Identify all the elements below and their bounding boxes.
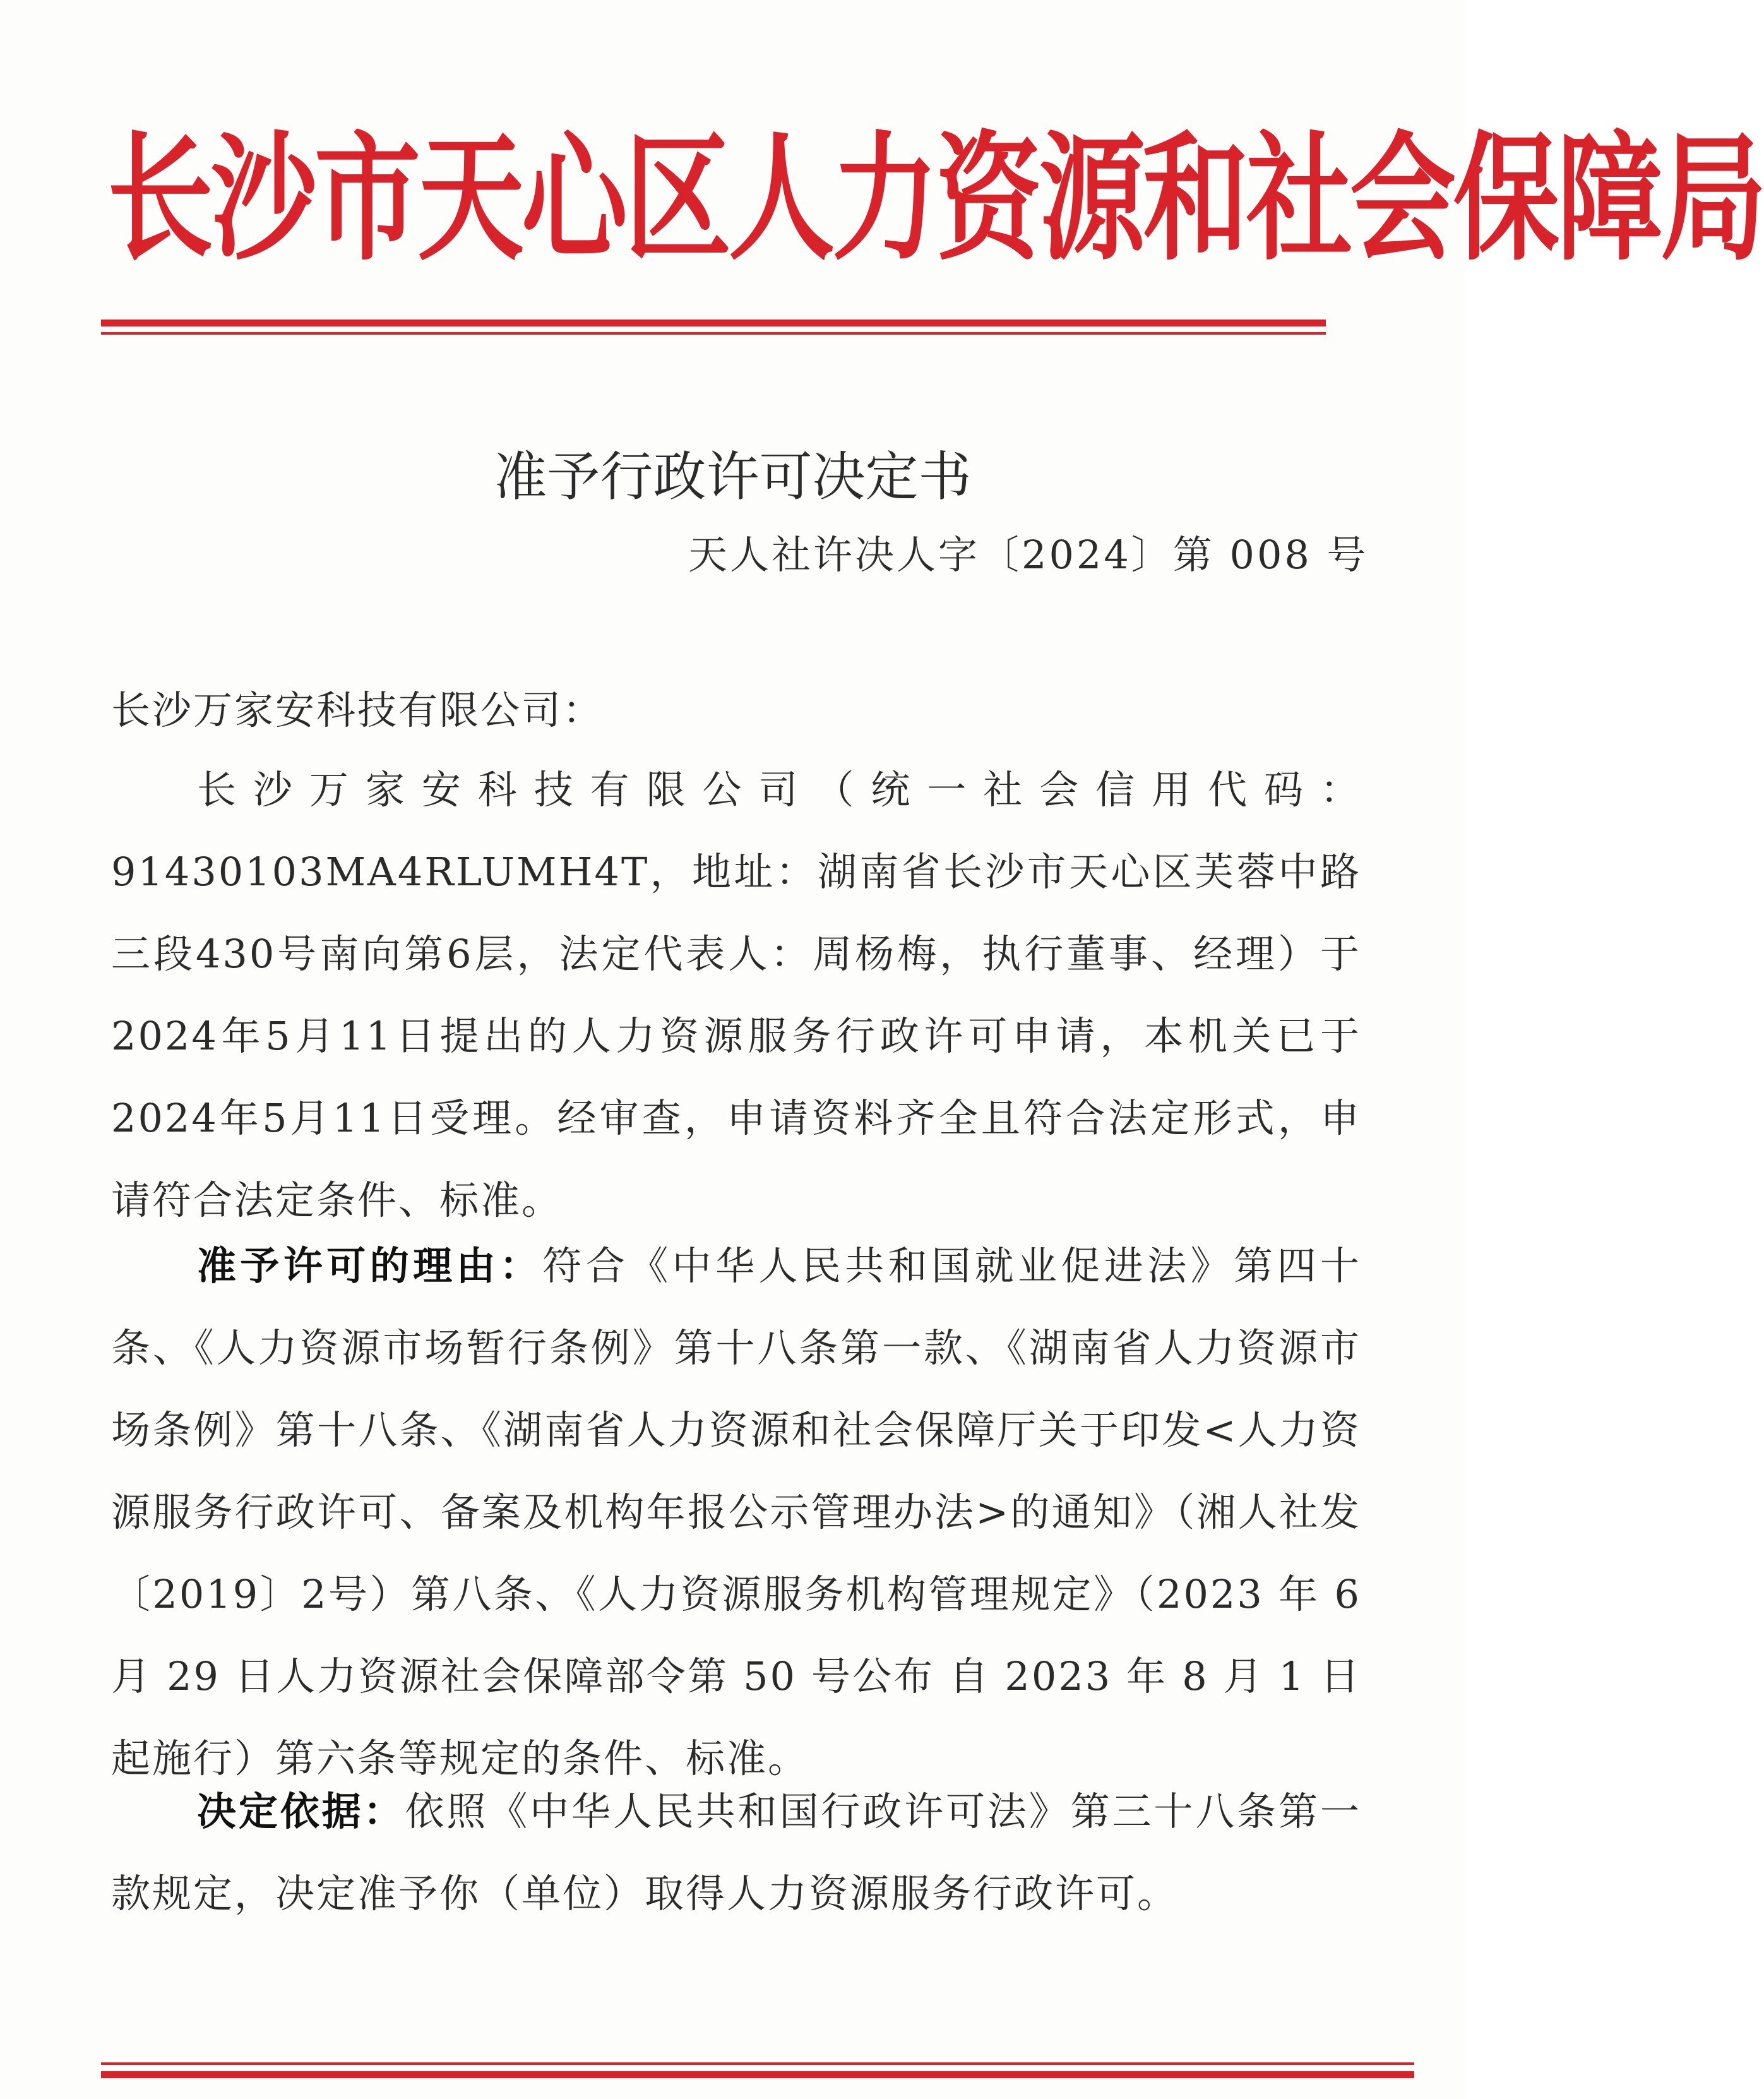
issuing-authority-header: 长沙市天心区人力资源和社会保障局: [107, 118, 1764, 280]
paragraph-lead: 准予许可的理由：: [197, 1243, 543, 1289]
document-title: 准予行政许可决定书: [494, 446, 972, 508]
footer-divider-thin: [101, 2062, 1414, 2065]
header-divider-thin: [101, 332, 1326, 335]
paragraph-text: 长沙万家安科技有限公司（统一社会信用代码：91430103MA4RLUMH4T，地址：湖南省长沙市天心区芙蓉中路三段430号南向第6层，法定代表人：周杨梅，执行董事、经理）于2024年5月11日提出的人力资源服务行政许可申请，本机关已于2024年5月11日受理。经审查，申请资料齐全且符合法定形式，申请符合法定条件、标准。: [111, 767, 1361, 1223]
approval-reason-paragraph: [111, 1225, 1361, 1800]
document-number: 天人社许决人字〔2024〕第 008 号: [688, 532, 1369, 578]
paragraph-text: 符合《中华人民共和国就业促进法》第四十条、《人力资源市场暂行条例》第十八条第一款、《湖南省人力资源市场条例》第十八条、《湖南省人力资源和社会保障厅关于印发<人力资源服务行政许可、备案及机构年报公示管理办法>的通知》（湘人社发〔2019〕2号）第八条、《人力资源服务机构管理规定》（2023 年 6 月 29 日人力资源社会保障部令第 50 号公布 自 2023 年 8 月 1 日起施行）第六条等规定的条件、标准。: [111, 1243, 1361, 1781]
decision-basis-paragraph: [111, 1771, 1361, 1935]
paragraph-text: 依照《中华人民共和国行政许可法》第三十八条第一款规定，决定准予你（单位）取得人力资源服务行政许可。: [111, 1788, 1361, 1917]
footer-divider-thick: [101, 2071, 1414, 2078]
paragraph-lead: 决定依据：: [197, 1788, 405, 1834]
header-divider-thick: [101, 320, 1326, 326]
recipient-line: 长沙万家安科技有限公司：: [111, 687, 604, 733]
application-paragraph: [111, 749, 1361, 1241]
